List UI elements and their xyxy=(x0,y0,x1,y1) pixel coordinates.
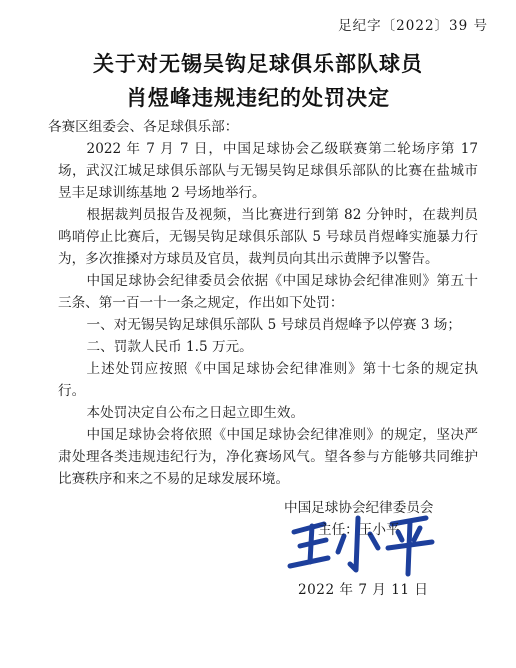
penalty-item-2: 二、罚款人民币 1.5 万元。 xyxy=(86,339,253,355)
issue-date: 2022 年 7 月 11 日 xyxy=(298,582,429,598)
document-number: 足纪字〔2022〕39 号 xyxy=(338,18,488,34)
document-body xyxy=(48,116,478,490)
issuing-committee: 中国足球协会纪律委员会 xyxy=(284,500,434,516)
paragraph-match-info: 2022 年 7 月 7 日，中国足球协会乙级联赛第二轮场序第 17 场，武汉江城足球俱乐部队与无锡吴钩足球俱乐部队的比赛在盐城市昱丰足球训练基地 2 号场地举行。 xyxy=(58,141,478,201)
paragraph-closing: 中国足球协会将依照《中国足球协会纪律准则》的规定，坚决严肃处理各类违规违纪行为，净化赛场风气。望各参与方能够共同维护比赛秩序和来之不易的足球发展环境。 xyxy=(58,427,478,487)
paragraph-effective: 本处罚决定自公布之日起立即生效。 xyxy=(86,405,305,421)
document-title-line-2: 肖煜峰违规违纪的处罚决定 xyxy=(126,85,390,110)
salutation: 各赛区组委会、各足球俱乐部： xyxy=(48,119,239,135)
paragraph-basis: 中国足球协会纪律委员会依据《中国足球协会纪律准则》第五十三条、第一百一十一条之规定，作出如下处罚： xyxy=(58,273,478,311)
paragraph-execution: 上述处罚应按照《中国足球协会纪律准则》第十七条的规定执行。 xyxy=(58,361,478,399)
document-title-line-1: 关于对无锡吴钩足球俱乐部队球员 xyxy=(93,51,423,76)
committee-chair: 主任：王小平 xyxy=(318,522,400,538)
paragraph-incident: 根据裁判员报告及视频，当比赛进行到第 82 分钟时，在裁判员鸣哨停止比赛后，无锡吴钩足球俱乐部队 5 号球员肖煜峰实施暴力行为，多次推搡对方球员及官员，裁判员向其出示黄牌予以警告。 xyxy=(58,207,478,267)
penalty-item-1: 一、对无锡吴钩足球俱乐部队 5 号球员肖煜峰予以停赛 3 场； xyxy=(86,317,461,333)
